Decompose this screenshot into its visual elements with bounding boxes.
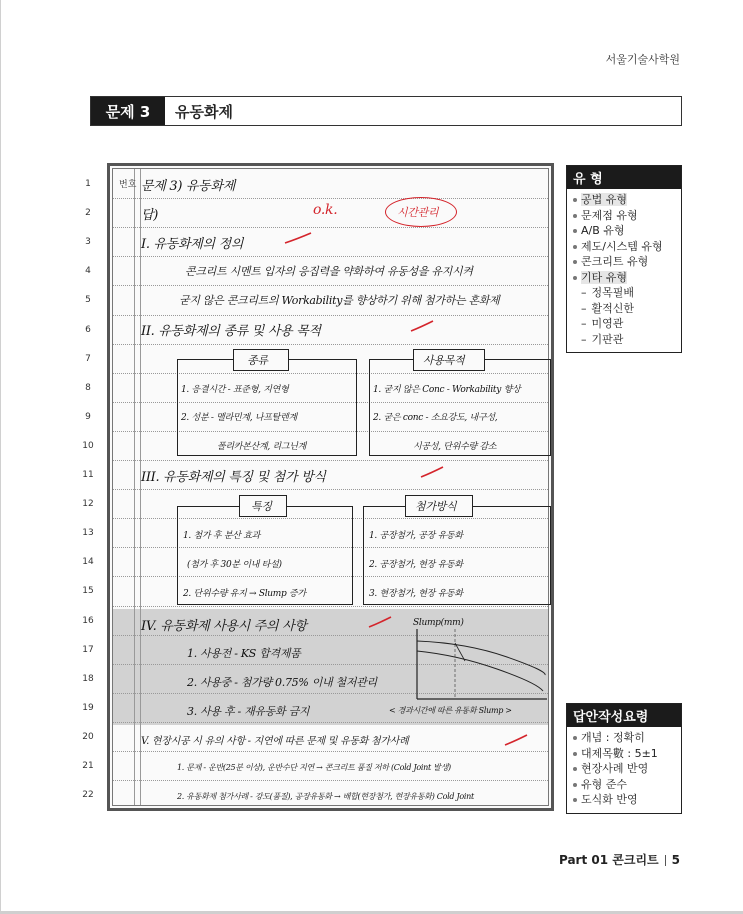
type-item-label: 활적신한 <box>591 301 635 315</box>
type-item-label: A/B 유형 <box>581 224 625 237</box>
line-1: 문제 3) 유동화제 <box>141 179 235 194</box>
guide-item <box>573 746 677 762</box>
type-item <box>573 285 677 301</box>
line-3: I. 유동화제의 정의 <box>141 237 244 252</box>
bullet-icon <box>573 198 577 202</box>
bullet-icon <box>573 214 577 218</box>
guide-item-label: 개념 : 정확히 <box>581 731 645 744</box>
grader-time-note: 시간관리 <box>397 206 439 219</box>
type-item-label: 미영관 <box>591 317 624 330</box>
red-check-6 <box>409 319 435 335</box>
line-16: IV. 유동화제 사용시 주의 사항 <box>141 619 307 634</box>
margin-line <box>140 169 141 805</box>
row-rule <box>113 751 548 752</box>
line-20: V. 현장시공 시 유의 사항 - 지연에 따른 문제 및 유동화 첨가사례 <box>141 736 409 747</box>
row-rule <box>113 315 548 316</box>
guide-panel-title: 답안작성요령 <box>567 704 681 727</box>
bullet-icon <box>573 736 577 740</box>
line-2: 답) <box>141 208 159 223</box>
footer-separator <box>665 855 666 866</box>
row-number: 2 <box>85 208 91 219</box>
line-8a: 1. 응결시간 - 표준형, 지연형 <box>181 385 289 395</box>
row-rule <box>113 460 548 461</box>
line-21: 1. 문제 - 운반(25분 이상), 운반수단 지연 → 콘크리트 품질 저하 (Cold Joint 발생) <box>177 763 451 772</box>
guide-item-label: 도식화 반영 <box>581 793 638 806</box>
guide-list <box>567 727 681 813</box>
question-title-bar <box>90 96 682 126</box>
graph-axis-label: Slump(mm) <box>413 618 464 628</box>
type-item <box>573 332 677 348</box>
row-number: 11 <box>82 470 94 480</box>
line-14b: 2. 공장첨가, 현장 유동화 <box>369 560 463 570</box>
type-item <box>573 301 677 317</box>
type-item <box>573 208 677 224</box>
red-check-16 <box>367 615 393 631</box>
row-number: 9 <box>85 411 91 422</box>
features-label: 특징 <box>251 500 272 513</box>
academy-name: 서울기술사학원 <box>605 53 680 66</box>
type-item-label: 제도/시스템 유형 <box>581 239 663 253</box>
row-rule <box>113 227 548 228</box>
row-number: 19 <box>82 702 94 713</box>
dash-icon: – <box>581 286 587 299</box>
row-rule <box>113 198 548 199</box>
guide-item <box>573 777 677 793</box>
guide-panel <box>566 703 682 814</box>
line-22: 2. 유동화제 첨가사례 - 강도(품질), 공장유동화 → 배합(현장첨가, 현장유동화) Cold Joint <box>177 792 474 801</box>
guide-item-label: 유형 준수 <box>581 777 628 791</box>
line-10b: 시공성, 단위수량 감소 <box>413 442 497 452</box>
type-item <box>573 316 677 332</box>
bullet-icon <box>573 276 577 280</box>
row-number: 4 <box>85 266 91 277</box>
line-10a: 폴리카본산계, 리그닌계 <box>217 442 307 452</box>
type-item <box>573 270 677 286</box>
bullet-icon <box>573 245 577 249</box>
bullet-icon <box>573 767 577 771</box>
guide-item <box>573 792 677 808</box>
types-panel-title: 유 형 <box>567 166 681 189</box>
line-17: 1. 사용전 - KS 합격제품 <box>187 647 301 660</box>
row-number: 8 <box>85 382 91 393</box>
bullet-icon <box>573 752 577 756</box>
bullet-icon <box>573 798 577 802</box>
question-badge: 문제 3 <box>91 97 165 125</box>
type-item <box>573 223 677 239</box>
page-left-edge <box>0 0 1 914</box>
row-number: 3 <box>85 237 91 248</box>
graph-caption: < 경과시간에 따른 유동화 Slump > <box>389 706 512 715</box>
line-14a: (첨가 후 30분 이내 타설) <box>187 560 282 570</box>
line-4: 콘크리트 시멘트 입자의 응집력을 약화하여 유동성을 유지시켜 <box>185 265 473 278</box>
type-item-label: 공법 유형 <box>581 193 628 206</box>
red-check-11 <box>419 465 445 481</box>
line-8b: 1. 굳지 않은 Conc - Workability 향상 <box>373 385 521 395</box>
answer-sheet-grid <box>112 168 549 806</box>
row-number: 15 <box>82 586 94 597</box>
types-label: 종류 <box>247 354 268 367</box>
methods-label: 첨가방식 <box>415 500 457 513</box>
line-13b: 1. 공장첨가, 공장 유동화 <box>369 531 463 541</box>
type-item-label: 문제점 유형 <box>581 208 638 222</box>
line-13a: 1. 첨가 후 분산 효과 <box>183 531 260 541</box>
number-label: 번호 <box>119 180 137 190</box>
row-rule <box>113 722 548 723</box>
purpose-label: 사용목적 <box>423 354 465 367</box>
row-number: 21 <box>82 761 94 771</box>
page-footer <box>559 851 680 868</box>
margin-line <box>134 169 135 805</box>
guide-item-label: 대제목數 : 5±1 <box>581 746 658 760</box>
row-rule <box>113 256 548 257</box>
bullet-icon <box>573 229 577 233</box>
row-number: 12 <box>82 499 94 510</box>
row-number: 6 <box>85 324 91 335</box>
line-11: III. 유동화제의 특징 및 첨가 방식 <box>141 470 326 485</box>
line-5: 굳지 않은 콘크리트의 Workability를 향상하기 위해 첨가하는 혼화제 <box>179 294 500 307</box>
row-number: 10 <box>82 440 94 451</box>
line-9a: 2. 성분 - 멜라민계, 나프탈렌계 <box>181 413 297 423</box>
line-15a: 2. 단위수량 유지 → Slump 증가 <box>183 589 306 599</box>
page-number: 5 <box>671 853 680 867</box>
type-item-label: 기판관 <box>591 332 624 346</box>
row-number: 14 <box>82 557 94 568</box>
type-item-label: 콘크리트 유형 <box>581 255 649 268</box>
line-19: 3. 사용 후 - 재유동화 금지 <box>187 705 310 718</box>
guide-item-label: 현장사례 반영 <box>581 762 649 775</box>
dash-icon: – <box>581 301 587 315</box>
grader-ok-mark: o.k. <box>313 202 338 218</box>
row-number: 1 <box>85 179 91 189</box>
type-item-label: 기타 유형 <box>581 270 628 284</box>
types-list <box>567 189 681 352</box>
line-18: 2. 사용중 - 첨가량 0.75% 이내 철저관리 <box>187 676 377 689</box>
guide-item <box>573 730 677 746</box>
row-number: 13 <box>82 528 94 539</box>
row-number: 5 <box>85 295 91 306</box>
line-15b: 3. 현장첨가, 현장 유동화 <box>369 589 463 599</box>
row-number: 18 <box>82 673 94 684</box>
red-check-3 <box>283 231 313 247</box>
question-title: 유동화제 <box>175 102 233 121</box>
type-item <box>573 254 677 270</box>
red-check-20 <box>503 733 529 749</box>
row-rule <box>113 606 548 607</box>
row-rule <box>113 780 548 781</box>
row-rule <box>113 489 548 490</box>
guide-item <box>573 761 677 777</box>
row-number: 17 <box>82 644 94 655</box>
row-number: 20 <box>82 731 94 742</box>
footer-chapter: 콘크리트 <box>612 853 659 867</box>
type-item <box>573 192 677 208</box>
footer-part: Part 01 <box>558 853 609 867</box>
line-6: II. 유동화제의 종류 및 사용 목적 <box>141 324 321 339</box>
row-number: 22 <box>82 790 94 801</box>
type-item <box>573 239 677 255</box>
line-9b: 2. 굳은 conc - 소요강도, 내구성, <box>373 413 498 423</box>
types-panel <box>566 165 682 353</box>
bullet-icon <box>573 260 577 264</box>
dash-icon: – <box>581 332 587 346</box>
row-rule <box>113 285 548 286</box>
answer-sheet <box>107 163 554 811</box>
row-number: 16 <box>82 615 94 626</box>
row-rule <box>113 344 548 345</box>
dash-icon: – <box>581 317 587 330</box>
bullet-icon <box>573 783 577 787</box>
row-number: 7 <box>85 353 91 364</box>
type-item-label: 정목필배 <box>591 286 635 299</box>
